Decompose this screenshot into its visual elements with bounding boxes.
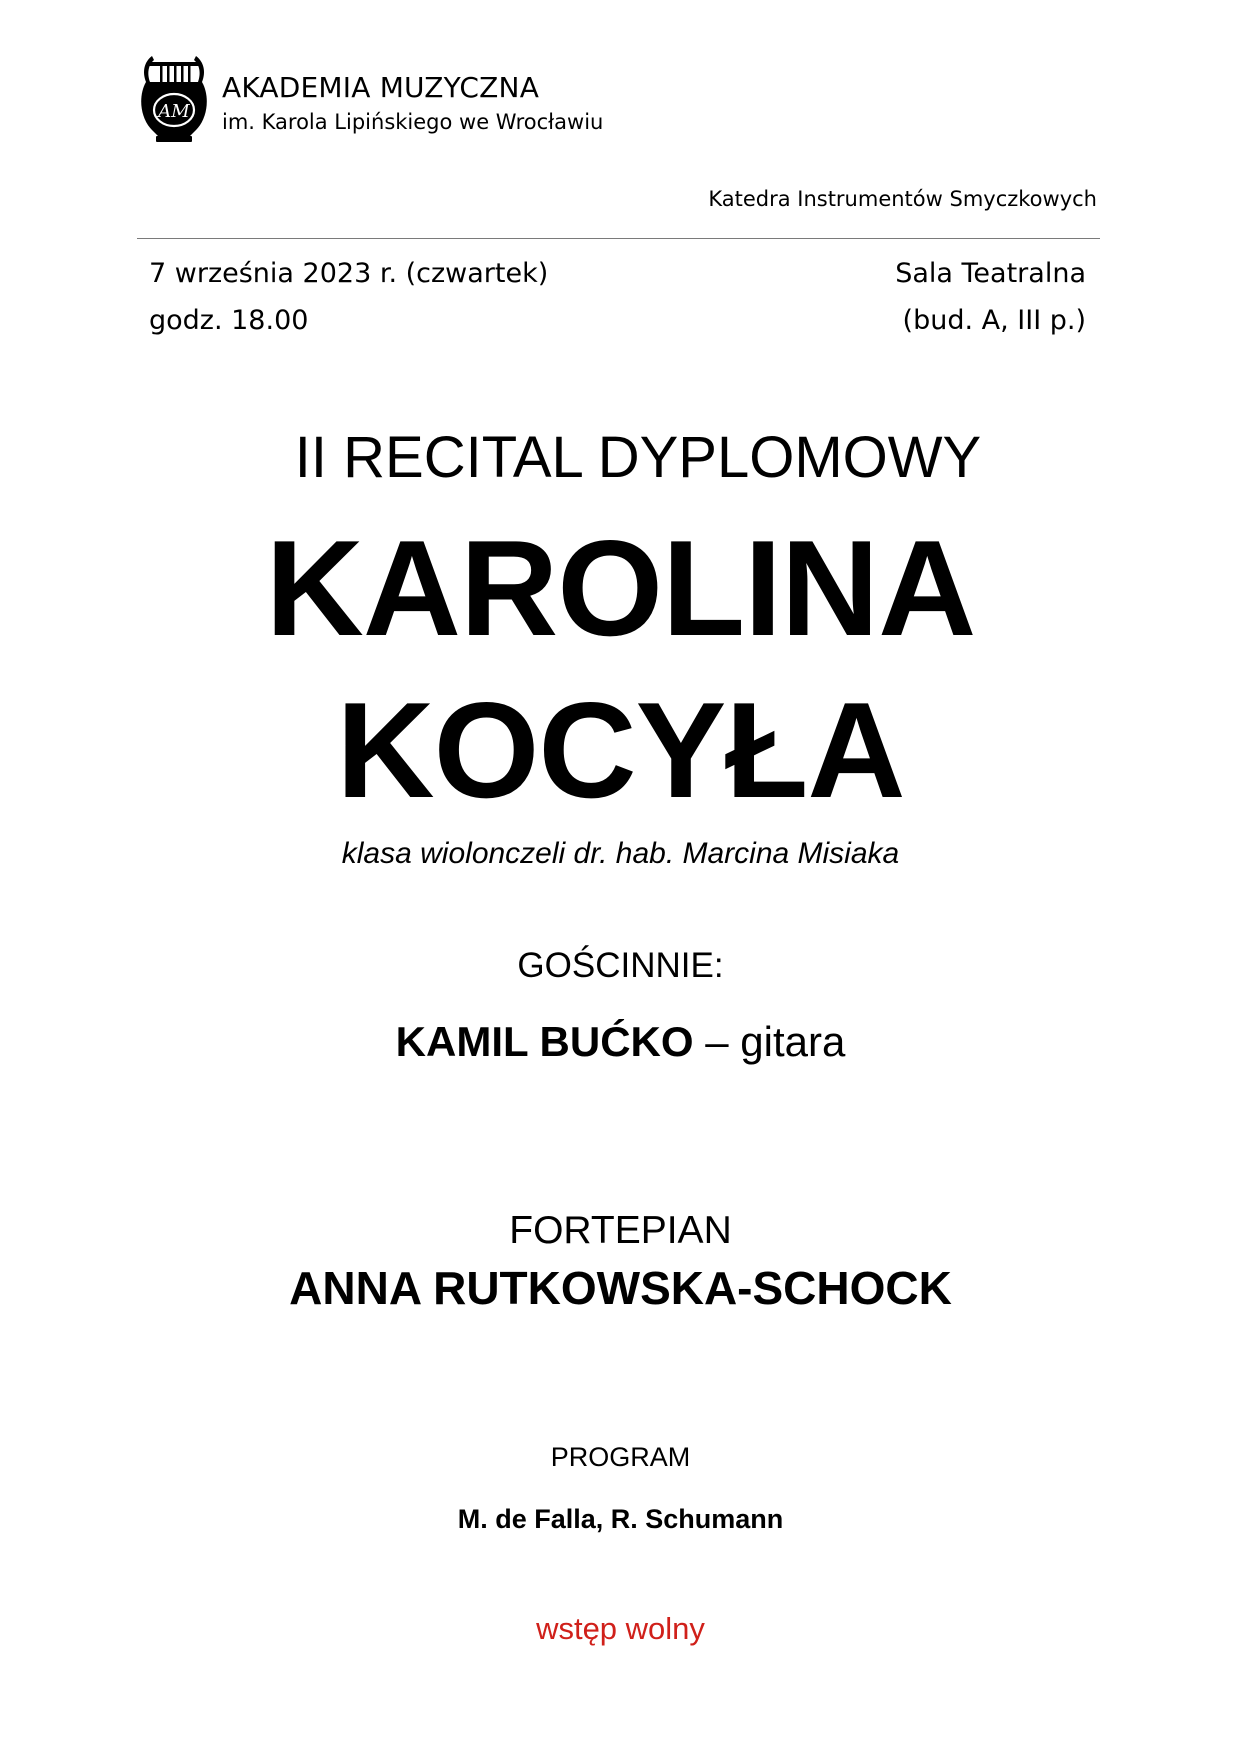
performer-first-name: KAROLINA xyxy=(265,512,976,664)
institution-name: AKADEMIA MUZYCZNA xyxy=(222,71,540,104)
guest-instrument: – gitara xyxy=(693,1018,846,1065)
guest-line xyxy=(0,1018,1241,1066)
piano-heading: FORTEPIAN xyxy=(509,1209,732,1252)
event-venue-detail: (bud. A, III p.) xyxy=(902,305,1086,336)
program-heading: PROGRAM xyxy=(550,1442,691,1472)
program-composers: M. de Falla, R. Schumann xyxy=(457,1504,784,1534)
recital-title: II RECITAL DYPLOMOWY xyxy=(294,425,982,490)
guest-name: KAMIL BUĆKO xyxy=(395,1018,694,1065)
header-divider xyxy=(137,238,1100,239)
performer-last-name: KOCYŁA xyxy=(336,674,905,826)
event-venue: Sala Teatralna xyxy=(895,258,1086,289)
guest-heading: GOŚCINNIE: xyxy=(517,946,724,985)
academy-lyre-logo xyxy=(138,52,210,144)
svg-text:AM: AM xyxy=(158,101,190,122)
event-date: 7 września 2023 r. (czwartek) xyxy=(149,258,549,289)
admission-note: wstęp wolny xyxy=(536,1611,705,1646)
pianist-name: ANNA RUTKOWSKA-SCHOCK xyxy=(289,1262,952,1314)
institution-subtitle: im. Karola Lipińskiego we Wrocławiu xyxy=(222,110,604,134)
department-name: Katedra Instrumentów Smyczkowych xyxy=(708,187,1097,211)
class-info: klasa wiolonczeli dr. hab. Marcina Misiaka xyxy=(341,837,900,870)
event-time: godz. 18.00 xyxy=(149,305,309,336)
